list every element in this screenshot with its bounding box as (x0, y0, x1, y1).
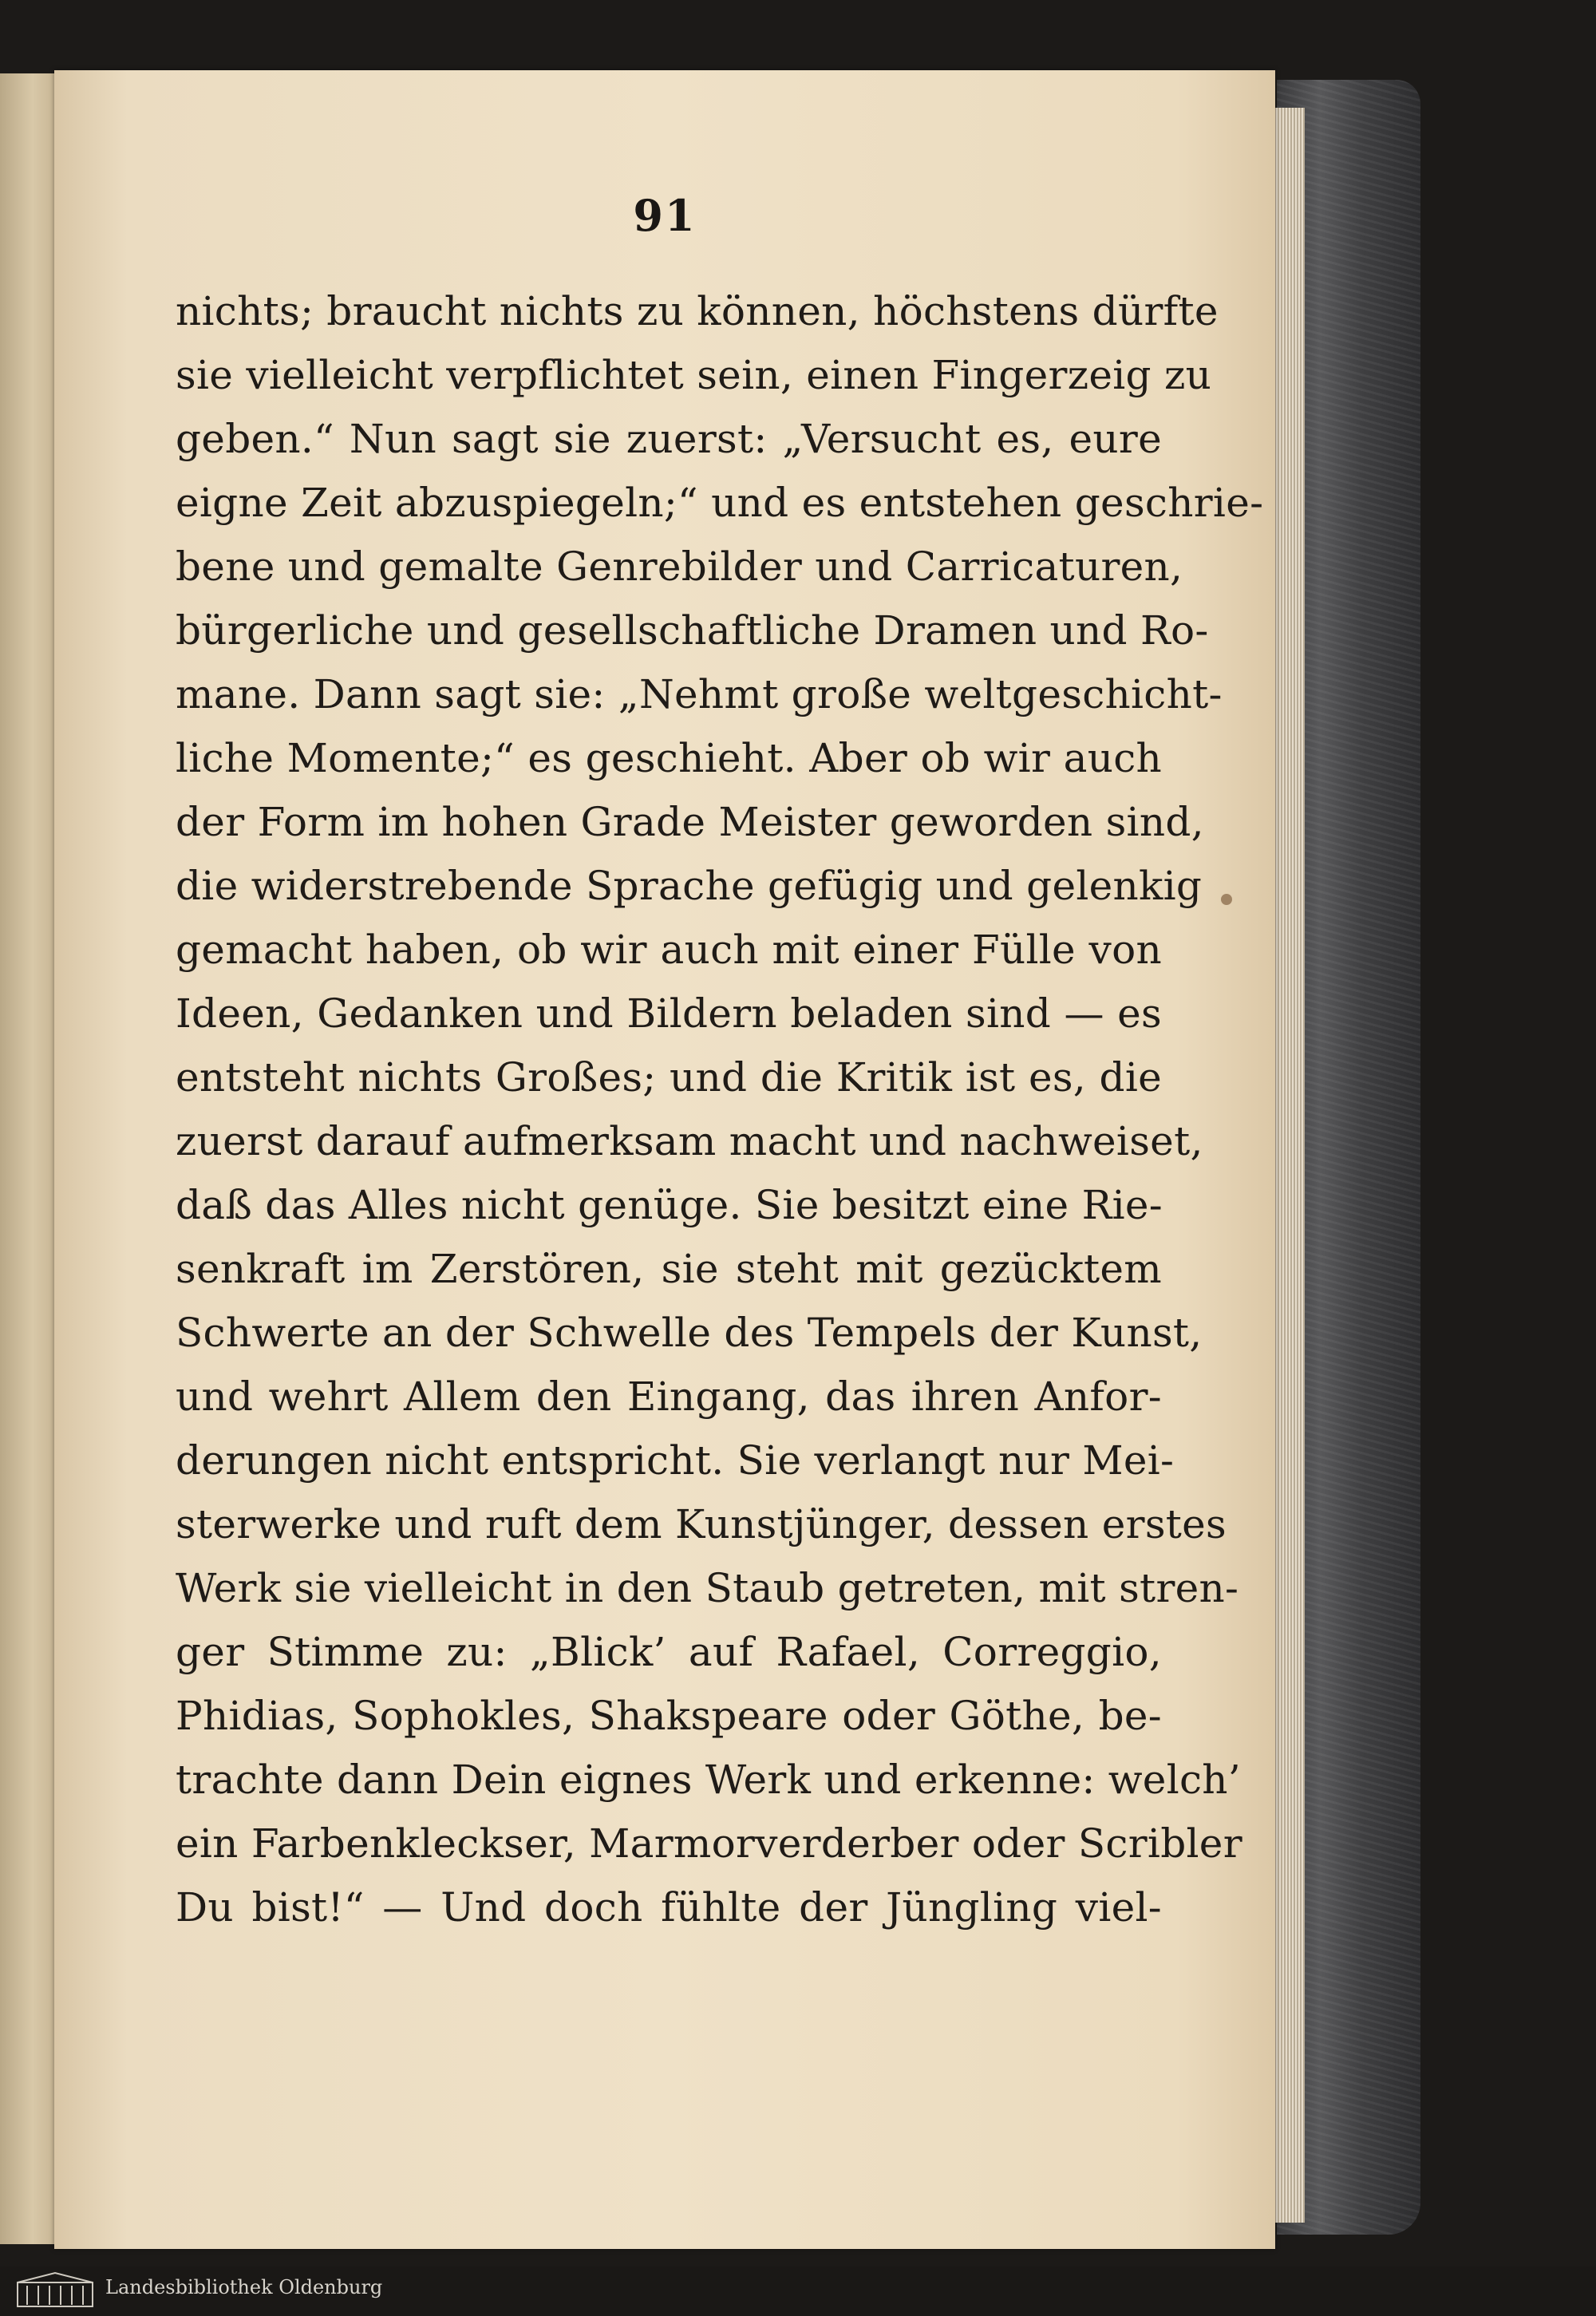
text-line: derungen nicht entspricht. Sie verlangt nur Mei- (176, 1437, 1175, 1484)
page-text (176, 279, 1264, 1939)
text-line: mane. Dann sagt sie: „Nehmt große weltgeschicht- (176, 671, 1223, 717)
text-line: zuerst darauf aufmerksam macht und nachweiset, (176, 1118, 1203, 1164)
text-line: eigne Zeit abzuspiegeln;“ und es entstehen geschrie- (176, 480, 1264, 526)
text-line: bürgerliche und gesellschaftliche Dramen und Ro- (176, 607, 1209, 654)
page-stack-edge (1273, 108, 1305, 2223)
library-building-icon (16, 2271, 94, 2308)
text-line: Schwerte an der Schwelle des Tempels der Kunst, (176, 1310, 1203, 1356)
text-line: senkraft im Zerstören, sie steht mit gezücktem (176, 1246, 1162, 1292)
text-line: ein Farbenkleckser, Marmorverderber oder Scribler (176, 1820, 1242, 1867)
text-line: trachte dann Dein eignes Werk und erkenne: welch’ (176, 1757, 1241, 1803)
text-line: bene und gemalte Genrebilder und Carricaturen, (176, 543, 1183, 590)
text-line: entsteht nichts Großes; und die Kritik ist es, die (176, 1054, 1162, 1101)
text-line: liche Momente;“ es geschieht. Aber ob wir auch (176, 735, 1162, 781)
text-line: Du bist!“ — Und doch fühlte der Jüngling viel- (176, 1884, 1162, 1931)
text-line: sterwerke und ruft dem Kunstjünger, dessen erstes (176, 1501, 1227, 1547)
text-line: die widerstrebende Sprache gefügig und gelenkig (176, 863, 1203, 909)
book-page (54, 70, 1275, 2249)
text-line: Ideen, Gedanken und Bildern beladen sind — es (176, 990, 1162, 1037)
library-name: Landesbibliothek Oldenburg (105, 2276, 383, 2298)
text-line: sie vielleicht verpflichtet sein, einen Fingerzeig zu (176, 352, 1212, 398)
text-line: und wehrt Allem den Eingang, das ihren Anfor- (176, 1373, 1162, 1420)
facing-page-edge (0, 73, 57, 2244)
text-line: Werk sie vielleicht in den Staub getreten, mit stren- (176, 1565, 1239, 1611)
text-line: nichts; braucht nichts zu können, höchstens dürfte (176, 288, 1219, 334)
text-line: daß das Alles nicht genüge. Sie besitzt eine Rie- (176, 1182, 1163, 1228)
text-line: Phidias, Sophokles, Shakspeare oder Göthe, be- (176, 1693, 1162, 1739)
page-number: 91 (633, 190, 697, 241)
text-line: ger Stimme zu: „Blick’ auf Rafael, Correggio, (176, 1629, 1162, 1675)
text-line: gemacht haben, ob wir auch mit einer Fülle von (176, 927, 1162, 973)
text-line: der Form im hohen Grade Meister geworden sind, (176, 799, 1204, 845)
paper-stain (1221, 894, 1232, 905)
text-line: geben.“ Nun sagt sie zuerst: „Versucht es, eure (176, 416, 1162, 462)
